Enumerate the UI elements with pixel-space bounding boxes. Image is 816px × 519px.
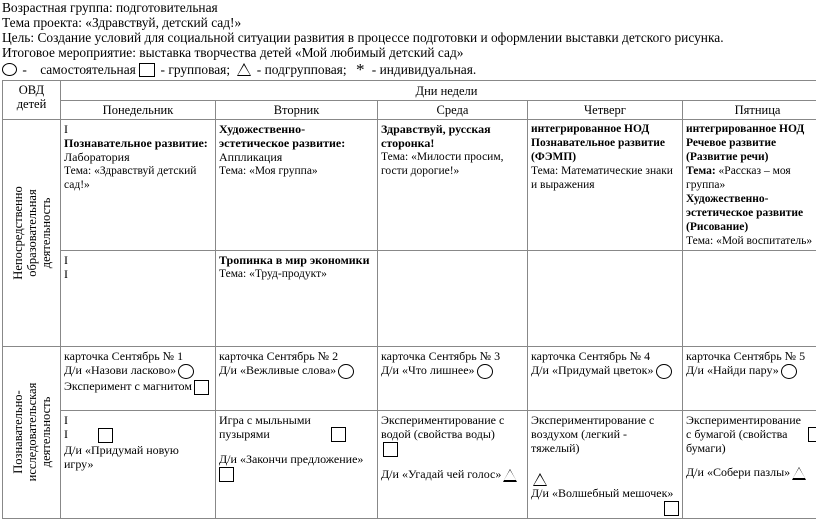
mark: I xyxy=(64,413,212,427)
cell-s2r1-monday xyxy=(61,347,216,411)
triangle-icon xyxy=(237,63,251,76)
cell-s1r1-wednesday xyxy=(378,120,528,251)
game-label: Д/и «Придумай новую игру» xyxy=(64,443,184,471)
cell-s1r2-tuesday xyxy=(216,251,378,347)
triangle-icon xyxy=(503,469,517,482)
square-icon xyxy=(331,427,346,442)
cell-theme: Тема: «Милости просим, гости дорогие!» xyxy=(381,150,524,178)
cell-s2r2-wednesday xyxy=(378,411,528,519)
square-icon xyxy=(98,428,113,443)
triangle-icon xyxy=(533,473,547,486)
cell-theme: Тема: «Здравствуй детский сад!» xyxy=(64,164,212,192)
week-days-header: Дни недели xyxy=(61,81,816,101)
experiment-label: Экспериментирование с воздухом (легкий - тяжелый) xyxy=(531,413,666,455)
experiment-label: Экспериментирование с бумагой (свойства бумаги) xyxy=(686,413,806,455)
card-label: карточка Сентябрь № 1 xyxy=(64,349,212,363)
cell-s1r1-thursday xyxy=(528,120,683,251)
section-cognitive-research xyxy=(3,347,61,519)
day-tuesday: Вторник xyxy=(216,101,378,120)
card-label: карточка Сентябрь № 4 xyxy=(531,349,679,363)
legend-group: - групповая; xyxy=(161,62,231,78)
square-icon xyxy=(194,380,209,395)
circle-icon xyxy=(781,364,797,379)
cell-bold: Познавательное развитие: xyxy=(64,136,208,150)
legend-independent: самостоятельная xyxy=(40,62,136,78)
cell-text: Аппликация xyxy=(219,150,374,164)
cell-s1r2-wednesday xyxy=(378,251,528,347)
square-icon xyxy=(219,467,234,482)
triangle-icon xyxy=(792,467,806,480)
cell-theme-label: Тема: xyxy=(686,165,716,177)
cell-s1r2-monday xyxy=(61,251,216,347)
square-icon xyxy=(383,442,398,457)
plan-table xyxy=(2,80,816,519)
cell-bold: Тропинка в мир экономики xyxy=(219,253,374,267)
circle-icon xyxy=(2,63,17,76)
goal-line: Цель: Создание условий для социальной ситуации развития в процессе подготовки и оформлении выставки детского рисунка. xyxy=(2,30,724,46)
experiment-label: Игра с мыльными пузырями xyxy=(219,413,329,441)
legend-individual: - индивидуальная. xyxy=(372,62,476,78)
project-theme-line: Тема проекта: «Здравствуй, детский сад!» xyxy=(2,15,241,31)
cell-s2r2-friday xyxy=(683,411,816,519)
cell-theme: Тема: «Труд-продукт» xyxy=(219,267,374,281)
game-label: Д/и «Собери пазлы» xyxy=(686,465,790,479)
cell-bold: Художественно-эстетическое развитие: xyxy=(219,122,374,150)
cell-bold: Здравствуй, русская сторонка! xyxy=(381,122,524,150)
cell-bold: Познавательное развитие (ФЭМП) xyxy=(531,136,679,164)
cell-s2r2-tuesday xyxy=(216,411,378,519)
legend-subgroup: - подгрупповая; xyxy=(257,62,347,78)
star-icon: * xyxy=(356,63,365,77)
cell-s2r2-thursday xyxy=(528,411,683,519)
game-label: Д/и «Что лишнее» xyxy=(381,363,475,377)
square-icon xyxy=(808,427,816,442)
game-label: Д/и «Назови ласково» xyxy=(64,363,176,377)
cell-s2r1-tuesday xyxy=(216,347,378,411)
card-label: карточка Сентябрь № 5 xyxy=(686,349,816,363)
cell-theme: Тема: Математические знаки и выражения xyxy=(531,164,679,192)
section-direct-education xyxy=(3,120,61,347)
cell-text: Лаборатория xyxy=(64,150,130,164)
day-monday: Понедельник xyxy=(61,101,216,120)
circle-icon xyxy=(338,364,354,379)
final-event-line: Итоговое мероприятие: выставка творчества детей «Мой любимый детский сад» xyxy=(2,45,463,61)
cell-s1r1-monday xyxy=(61,120,216,251)
cell-s2r1-friday xyxy=(683,347,816,411)
legend-dash: - xyxy=(22,62,26,78)
card-label: карточка Сентябрь № 2 xyxy=(219,349,374,363)
mark: I xyxy=(64,122,212,136)
square-icon xyxy=(664,501,679,516)
card-label: карточка Сентябрь № 3 xyxy=(381,349,524,363)
cell-s2r1-thursday xyxy=(528,347,683,411)
square-icon xyxy=(139,63,155,77)
circle-icon xyxy=(656,364,672,379)
section-direct-education-label: Непосредственно образовательная деятельность xyxy=(11,186,53,279)
day-wednesday: Среда xyxy=(378,101,528,120)
section-cognitive-research-label: Познавательно- исследовательская деятельность xyxy=(11,383,53,482)
cell-theme: Тема: «Моя группа» xyxy=(219,164,374,178)
game-label: Д/и «Придумай цветок» xyxy=(531,363,654,377)
cell-s1r2-friday xyxy=(683,251,816,347)
mark: I I xyxy=(64,253,212,281)
cell-theme: Тема: «Мой воспитатель» xyxy=(686,234,816,248)
cell-s2r1-wednesday xyxy=(378,347,528,411)
game-label: Д/и «Найди пару» xyxy=(686,363,779,377)
circle-icon xyxy=(477,364,493,379)
cell-bold: интегрированное НОД xyxy=(686,122,816,136)
cell-bold: интегрированное НОД xyxy=(531,122,679,136)
game-label: Д/и «Вежливые слова» xyxy=(219,363,336,377)
cell-s1r2-thursday xyxy=(528,251,683,347)
game-label: Д/и «Угадай чей голос» xyxy=(381,467,501,481)
mark: I xyxy=(64,427,68,441)
ovd-header: ОВД детей xyxy=(3,81,61,120)
day-thursday: Четверг xyxy=(528,101,683,120)
cell-s1r1-friday xyxy=(683,120,816,251)
experiment-label: Эксперимент с магнитом xyxy=(64,379,192,393)
cell-bold: Речевое развитие (Развитие речи) xyxy=(686,136,816,164)
cell-bold: Художественно-эстетическое развитие (Рисование) xyxy=(686,192,816,234)
cell-s1r1-tuesday xyxy=(216,120,378,251)
game-label: Д/и «Закончи предложение» xyxy=(219,452,363,466)
legend xyxy=(2,61,476,79)
day-friday: Пятница xyxy=(683,101,816,120)
cell-theme: «Рассказ – моя группа» xyxy=(686,165,791,191)
cell-s2r2-monday xyxy=(61,411,216,519)
circle-icon xyxy=(178,364,194,379)
experiment-label: Экспериментирование с водой (свойства воды) xyxy=(381,413,509,441)
age-group-line: Возрастная группа: подготовительная xyxy=(2,0,218,16)
game-label: Д/и «Волшебный мешочек» xyxy=(531,486,673,500)
